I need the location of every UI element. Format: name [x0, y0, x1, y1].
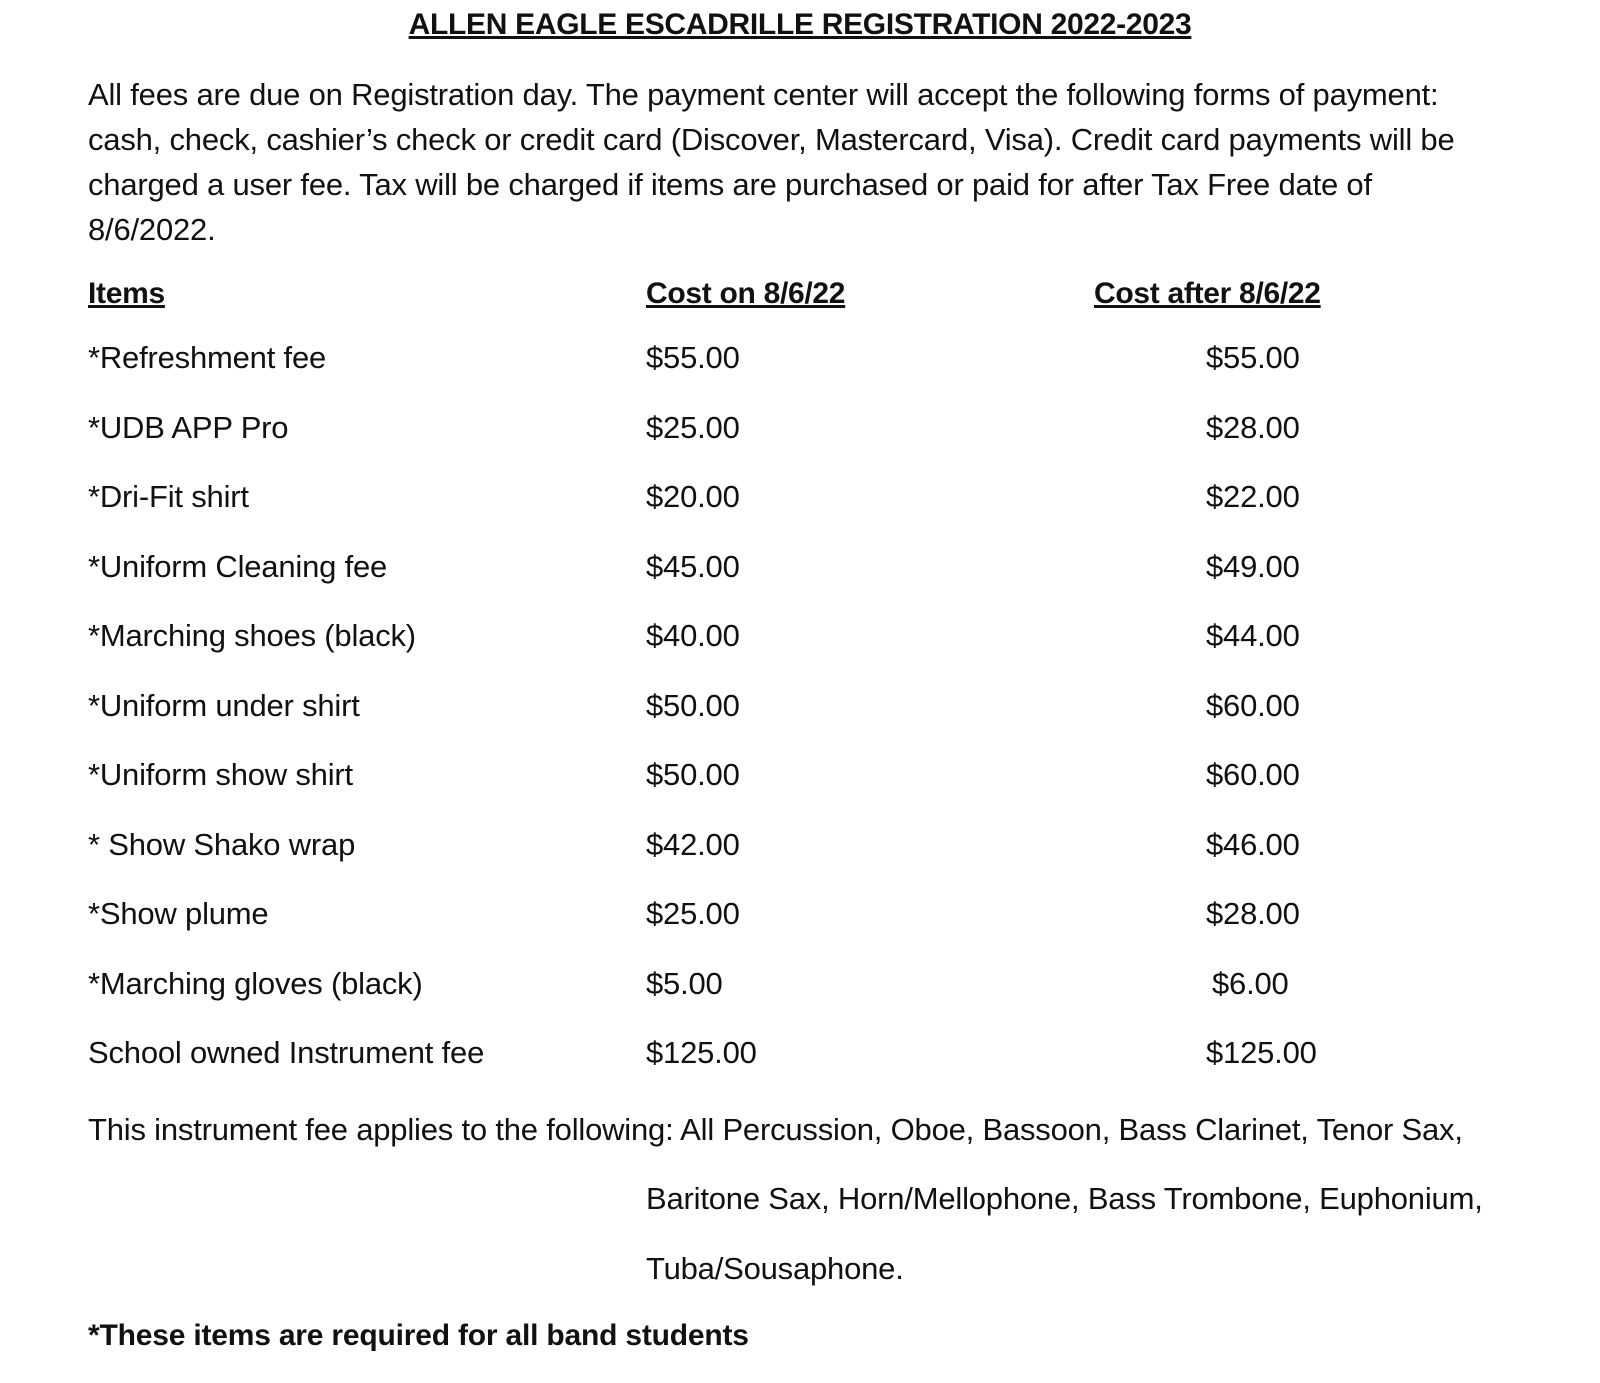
- required-items-footnote: *These items are required for all band students: [88, 1319, 749, 1352]
- cost-after-value: $125.00: [1206, 1035, 1317, 1070]
- cost-after-value: $55.00: [1206, 340, 1300, 375]
- table-row: [0, 400, 1600, 470]
- table-row: [0, 956, 1600, 1026]
- cost-on-value: $45.00: [646, 548, 740, 584]
- instrument-note-line: Baritone Sax, Horn/Mellophone, Bass Trombone, Euphonium,: [646, 1181, 1483, 1216]
- cost-after-value: $28.00: [1206, 409, 1300, 445]
- item-name: *Refreshment fee: [88, 340, 327, 375]
- item-name: *Uniform Cleaning fee: [88, 548, 388, 584]
- cost-after-value: $46.00: [1206, 826, 1300, 862]
- item-name: School owned Instrument fee: [88, 1035, 485, 1070]
- cost-after-value: $6.00: [1212, 965, 1289, 1001]
- item-name: *Uniform show shirt: [88, 757, 353, 792]
- table-row: [0, 678, 1600, 748]
- cost-on-value: $20.00: [646, 479, 740, 514]
- item-name: *Dri-Fit shirt: [88, 479, 249, 514]
- table-row: [0, 608, 1600, 678]
- intro-line: All fees are due on Registration day. The payment center will accept the following forms of payment:: [88, 77, 1439, 112]
- cost-after-value: $22.00: [1206, 479, 1300, 514]
- document-title: ALLEN EAGLE ESCADRILLE REGISTRATION 2022-2023: [408, 8, 1192, 41]
- table-row: [0, 747, 1600, 817]
- item-name: *Show plume: [88, 896, 269, 931]
- table-row: [0, 1025, 1600, 1095]
- cost-after-value: $60.00: [1206, 757, 1300, 792]
- fee-table: [0, 330, 1600, 1095]
- cost-on-value: $55.00: [646, 340, 740, 375]
- column-header-cost-on: Cost on 8/6/22: [646, 277, 846, 310]
- cost-on-value: $40.00: [646, 618, 740, 653]
- cost-on-value: $25.00: [646, 409, 740, 445]
- item-name: *Uniform under shirt: [88, 687, 360, 723]
- column-header-items: Items: [88, 277, 165, 310]
- table-row: [0, 817, 1600, 887]
- cost-on-value: $50.00: [646, 687, 740, 723]
- instrument-note-line: This instrument fee applies to the following: All Percussion, Oboe, Bassoon, Bass Clarinet, Tenor Sax,: [88, 1112, 1463, 1147]
- item-name: * Show Shako wrap: [88, 826, 356, 862]
- table-row: [0, 886, 1600, 956]
- cost-on-value: $50.00: [646, 757, 740, 792]
- item-name: *Marching shoes (black): [88, 618, 416, 653]
- column-header-cost-after: Cost after 8/6/22: [1094, 277, 1321, 310]
- table-row: [0, 539, 1600, 609]
- intro-paragraph: [88, 72, 1528, 252]
- table-row: [0, 469, 1600, 539]
- intro-line: 8/6/2022.: [88, 212, 216, 247]
- cost-on-value: $25.00: [646, 896, 740, 931]
- cost-after-value: $60.00: [1206, 687, 1300, 723]
- cost-on-value: $42.00: [646, 826, 740, 862]
- item-name: *Marching gloves (black): [88, 965, 423, 1001]
- table-row: [0, 330, 1600, 400]
- cost-on-value: $125.00: [646, 1035, 757, 1070]
- cost-on-value: $5.00: [646, 965, 723, 1001]
- cost-after-value: $28.00: [1206, 896, 1300, 931]
- cost-after-value: $44.00: [1206, 618, 1300, 653]
- intro-line: charged a user fee. Tax will be charged if items are purchased or paid for after Tax Free date of: [88, 167, 1372, 202]
- cost-after-value: $49.00: [1206, 548, 1300, 584]
- intro-line: cash, check, cashier’s check or credit card (Discover, Mastercard, Visa). Credit card payments will be: [88, 122, 1455, 157]
- instrument-note-line: Tuba/Sousaphone.: [646, 1251, 904, 1286]
- item-name: *UDB APP Pro: [88, 409, 289, 445]
